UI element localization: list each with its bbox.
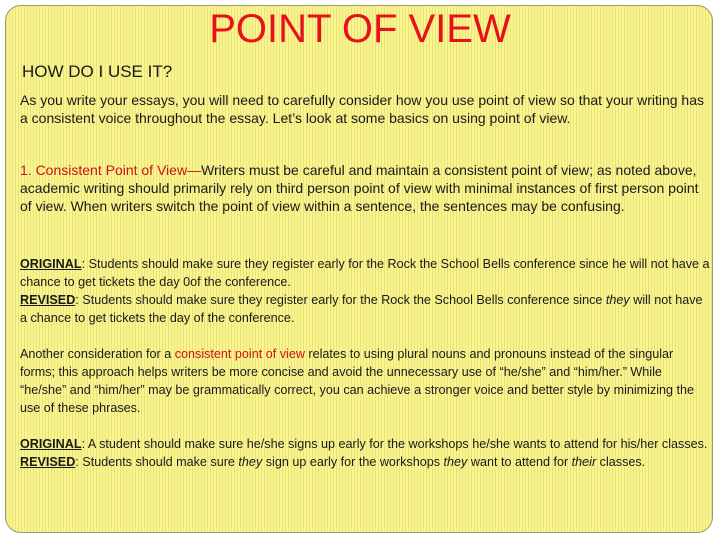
revised-emphasis-2: they xyxy=(443,455,468,469)
revised-emphasis: they xyxy=(605,293,630,307)
example-2-original xyxy=(20,435,710,453)
revised-text-post: classes. xyxy=(596,455,646,469)
example-1-original xyxy=(20,255,710,291)
original-label: ORIGINAL xyxy=(20,437,82,451)
revised-text-mid-2: want to attend for xyxy=(467,455,572,469)
example-2 xyxy=(20,435,710,471)
revised-label: REVISED xyxy=(20,293,76,307)
revised-text-post: will not have a chance to get tickets the day of the conference. xyxy=(20,293,703,325)
example-2-revised xyxy=(20,453,710,471)
intro-paragraph: As you write your essays, you will need to carefully consider how you use point of view so that your writing has a consistent voice throughout the essay. Let’s look at some basics on using point of view. xyxy=(20,92,704,126)
paragraph-2-pre: Another consideration for a xyxy=(20,347,175,361)
paragraph-2-post: relates to using plural nouns and pronouns instead of the singular forms; this approach helps writers be more concise and avoid the unnecessary use of “he/she” and “him/her.” While “he/she” and “him/her” may be grammatically correct, you can achieve a stronger voice and better style by minimizing the use of these phrases. xyxy=(20,347,695,415)
revised-text-pre: : Students should make sure they register early for the Rock the School Bells conference since xyxy=(75,293,606,307)
paragraph-2 xyxy=(20,345,710,417)
original-text: : A student should make sure he/she signs up early for the workshops he/she wants to attend for his/her classes. xyxy=(81,437,708,451)
revised-text-pre: : Students should make sure xyxy=(75,455,239,469)
em-dash: — xyxy=(187,162,202,178)
section-1-heading: 1. Consistent Point of View xyxy=(20,162,188,178)
example-1-revised xyxy=(20,291,710,327)
section-1-paragraph xyxy=(20,161,710,215)
page-title: POINT OF VIEW xyxy=(209,7,511,51)
example-1 xyxy=(20,255,710,327)
paragraph-2-highlight: consistent point of view xyxy=(174,347,305,361)
section-1-body: Writers must be careful and maintain a consistent point of view; as noted above, academic writing should primarily rely on third person point of view with minimal instances of first person point of view. When writers switch the point of view within a sentence, the sentences may be confusing. xyxy=(20,162,699,214)
revised-emphasis-3: their xyxy=(571,455,597,469)
revised-label: REVISED xyxy=(20,455,76,469)
original-label: ORIGINAL xyxy=(20,257,82,271)
subtitle: HOW DO I USE IT? xyxy=(22,62,173,81)
revised-emphasis-1: they xyxy=(238,455,263,469)
revised-text-mid: sign up early for the workshops xyxy=(262,455,444,469)
original-text: : Students should make sure they register early for the Rock the School Bells conference since he will not have a chance to get tickets the day 0of the conference. xyxy=(20,257,710,289)
